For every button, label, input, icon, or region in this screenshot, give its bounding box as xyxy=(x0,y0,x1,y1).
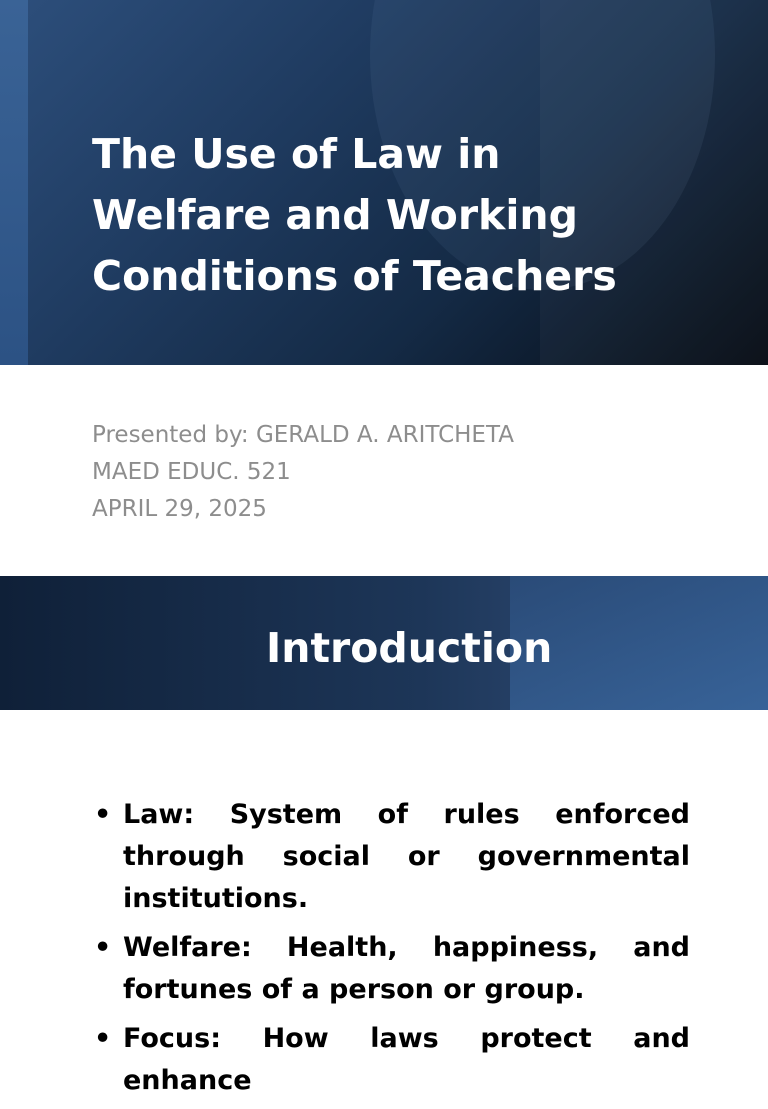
bullet-item xyxy=(92,794,690,920)
bullet-icon: • xyxy=(94,1023,112,1054)
bullet-icon: • xyxy=(94,932,112,963)
bullet-text: Focus: How laws protect and enhance xyxy=(123,1023,690,1096)
decorative-stripe xyxy=(0,0,28,365)
bullet-item xyxy=(92,1018,690,1102)
course-code: MAED EDUC. 521 xyxy=(92,459,291,485)
bullet-text: Law: System of rules enforced through social or governmental institutions. xyxy=(123,799,690,914)
bullet-text: Welfare: Health, happiness, and fortunes of a person or group. xyxy=(123,932,690,1005)
section-title: Introduction xyxy=(266,624,553,672)
presentation-title: The Use of Law in Welfare and Working Conditions of Teachers xyxy=(92,130,617,300)
presenter-info xyxy=(92,417,514,528)
bullet-list xyxy=(92,794,690,1109)
presentation-date: APRIL 29, 2025 xyxy=(92,496,267,522)
presenter-name: Presented by: GERALD A. ARITCHETA xyxy=(92,422,514,448)
bullet-icon: • xyxy=(94,799,112,830)
bullet-item xyxy=(92,927,690,1011)
